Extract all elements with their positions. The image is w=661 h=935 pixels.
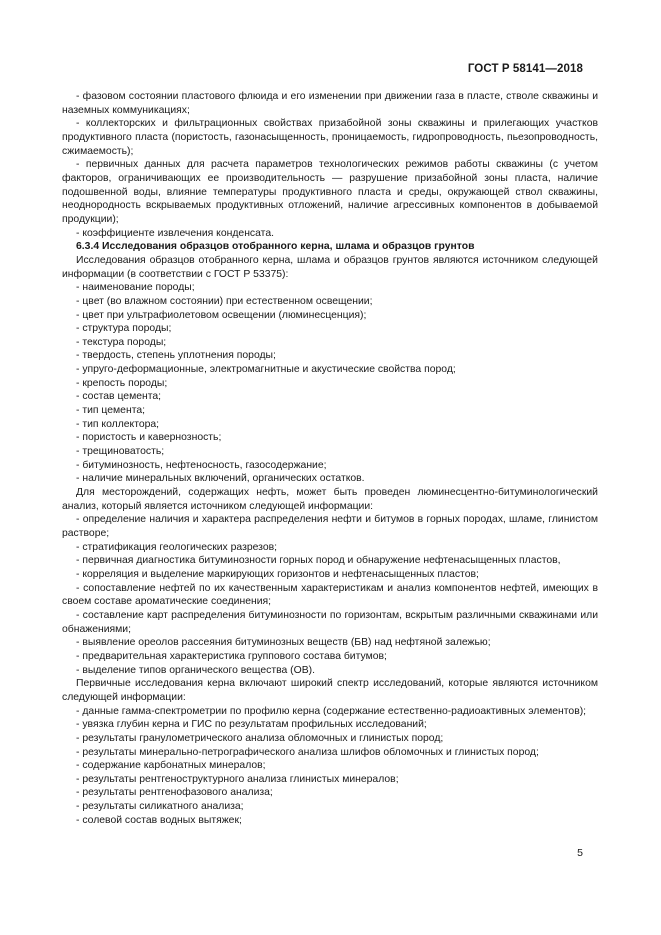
paragraph: - коллекторских и фильтрационных свойствах призабойной зоны скважины и прилегающих участков продуктивного пласта (пористость, газонасыщенность, проницаемость, гидропроводность, пьезопроводность, сжимаемость); bbox=[62, 118, 598, 157]
document-body bbox=[62, 90, 598, 827]
paragraph: - выявление ореолов рассеяния битуминозных веществ (БВ) над нефтяной залежью; bbox=[76, 637, 491, 649]
paragraph: - солевой состав водных вытяжек; bbox=[76, 814, 242, 826]
paragraph: - пористость и кавернозность; bbox=[76, 432, 222, 444]
page-number: 5 bbox=[577, 847, 583, 859]
paragraph: - выделение типов органического вещества (ОВ). bbox=[76, 664, 315, 676]
paragraph: - увязка глубин керна и ГИС по результатам профильных исследований; bbox=[76, 719, 427, 731]
section-heading: 6.3.4 Исследования образцов отобранного керна, шлама и образцов грунтов bbox=[76, 241, 475, 253]
paragraph: - цвет при ультрафиолетовом освещении (люминесценция); bbox=[76, 309, 367, 321]
paragraph: - коэффициенте извлечения конденсата. bbox=[76, 227, 274, 239]
paragraph: - результаты минерально-петрографического анализа шлифов обломочных и глинистых пород; bbox=[76, 746, 539, 758]
paragraph: - текстура породы; bbox=[76, 336, 167, 348]
paragraph: - результаты силикатного анализа; bbox=[76, 801, 244, 813]
paragraph: - крепость породы; bbox=[76, 377, 168, 389]
paragraph: - составление карт распределения битуминозности по горизонтам, вскрытым различными скважинами или обнажениями; bbox=[62, 609, 598, 635]
paragraph: - наименование породы; bbox=[76, 282, 195, 294]
paragraph: - структура породы; bbox=[76, 323, 172, 335]
paragraph: - результаты гранулометрического анализа обломочных и глинистых пород; bbox=[76, 732, 444, 744]
paragraph: - корреляция и выделение маркирующих горизонтов и нефтенасыщенных пластов; bbox=[76, 568, 479, 580]
paragraph: - тип коллектора; bbox=[76, 418, 160, 430]
paragraph: Для месторождений, содержащих нефть, может быть проведен люминесцентно-битуминологический анализ, который является источником следующей информации: bbox=[62, 487, 598, 512]
paragraph: - твердость, степень уплотнения породы; bbox=[76, 350, 276, 362]
document-id-header: ГОСТ Р 58141—2018 bbox=[467, 63, 583, 75]
paragraph: - состав цемента; bbox=[76, 391, 162, 403]
paragraph: - тип цемента; bbox=[76, 405, 146, 417]
paragraph: - определение наличия и характера распределения нефти и битумов в горных породах, шламе, глинистом растворе; bbox=[62, 514, 598, 539]
paragraph: - первичная диагностика битуминозности горных пород и обнаружение нефтенасыщенных пластов, bbox=[76, 555, 561, 567]
paragraph: - результаты рентгенофазового анализа; bbox=[76, 787, 273, 799]
paragraph: Исследования образцов отобранного керна, шлама и образцов грунтов являются источником следующей информации (в соответствии с ГОСТ Р 53375): bbox=[62, 254, 598, 280]
paragraph: - наличие минеральных включений, органических остатков. bbox=[76, 473, 365, 485]
paragraph: - данные гамма-спектрометрии по профилю керна (содержание естественно-радиоактивных элементов); bbox=[76, 705, 587, 717]
paragraph: - битуминозность, нефтеносность, газосодержание; bbox=[76, 459, 327, 471]
paragraph: Первичные исследования керна включают широкий спектр исследований, которые являются источником следующей информации: bbox=[62, 678, 598, 703]
paragraph: - содержание карбонатных минералов; bbox=[76, 760, 266, 772]
paragraph: - результаты рентгеноструктурного анализа глинистых минералов; bbox=[76, 773, 399, 785]
paragraph: - цвет (во влажном состоянии) при естественном освещении; bbox=[76, 295, 373, 307]
paragraph: - трещиноватость; bbox=[76, 446, 165, 458]
paragraph: - упруго-деформационные, электромагнитные и акустические свойства пород; bbox=[76, 364, 456, 376]
paragraph: - фазовом состоянии пластового флюида и его изменении при движении газа в пласте, стволе скважины и наземных коммуникациях; bbox=[62, 91, 598, 116]
paragraph: - первичных данных для расчета параметров технологических режимов работы скважины (с учетом факторов, ограничивающих ее производительность — разрушение призабойной зоны пласта, наличие подошвенной воды, влияние температуры продуктивного пласта и среды, окружающей ствол скважины, неоднородность вскрываемых продуктивных отложений, наличие агрессивных компонентов в добываемой продукции); bbox=[62, 159, 598, 225]
paragraph: - предварительная характеристика группового состава битумов; bbox=[76, 650, 387, 662]
paragraph: - сопоставление нефтей по их качественным характеристикам и анализ компонентов нефтей, имеющих в своем составе ароматические соединения; bbox=[62, 582, 598, 608]
paragraph: - стратификация геологических разрезов; bbox=[76, 541, 277, 553]
